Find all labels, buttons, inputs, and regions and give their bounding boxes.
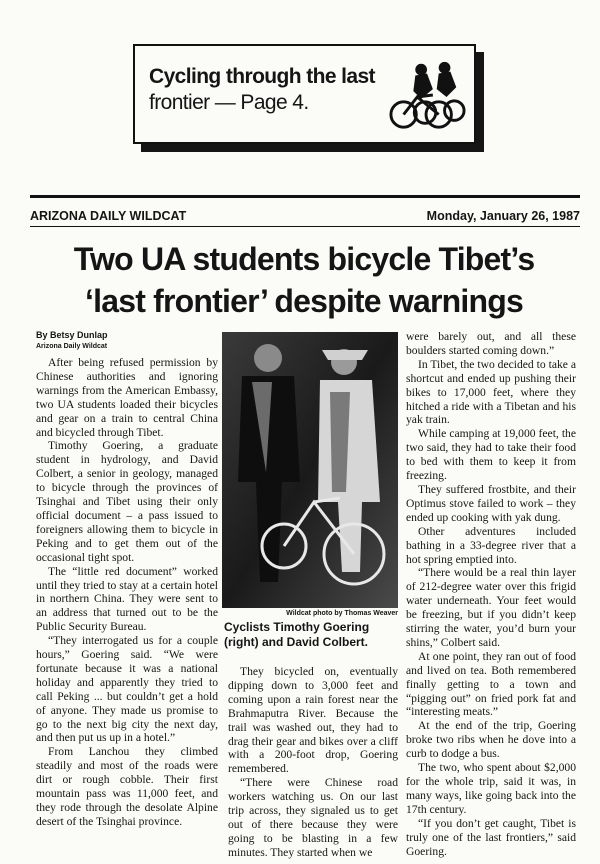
paragraph: Timothy Goering, a graduate student in hydrology, and David Colbert, a senior in geology, managed to bicycle through the provinces of Tsinghai and Tibet using their only official document – a pass issued to foreigners allowing them to bicycle in Peking and to get them out of the occasional tight spot. [36,439,218,564]
issue-date: Monday, January 26, 1987 [426,209,580,223]
byline [36,330,218,352]
paragraph: “There would be a real thin layer of 212-degree water over this frigid water underneath. Your feet would be freezing, but if you didn’t keep stirring the water, you’d burn your shins,” Colbert said. [406,566,576,649]
paragraph: They suffered frostbite, and their Optimus stove failed to work – they ended up cooking with yak dung. [406,482,576,524]
headline-line-2: ‘last frontier’ despite warnings [85,283,523,319]
masthead [30,195,580,227]
headline [28,238,580,322]
paragraph: From Lanchou they climbed steadily and most of the roads were dirt or rough cobble. Their first mountain pass was 11,000 feet, and they rode through the desolate Alpine desert of the Tsinghai province. [36,745,218,828]
article-column-3 [406,330,576,858]
article-column-2 [228,665,398,860]
paragraph: “There were Chinese road workers watching us. On our last trip across, they signaled us to get out of there because they were going to be blasting in a few minutes. They started when we [228,776,398,859]
article-column-1 [36,330,218,829]
headline-line-1: Two UA students bicycle Tibet’s [73,241,535,277]
paragraph: They bicycled on, eventually dipping down to 3,000 feet and coming upon a rain forest near the Brahmaputra River. Because the trail was washed out, they had to drag their gear and bikes over a cliff with a 200-foot drop, Goering remembered. [228,665,398,776]
cyclists-photo-icon [222,332,398,608]
photo-caption: Cyclists Timothy Goering (right) and David Colbert. [224,620,370,649]
cyclists-icon [388,56,466,134]
promo-line-2: frontier — Page 4. [149,91,309,114]
paragraph: At the end of the trip, Goering broke two ribs when he dove into a curb to dodge a bus. [406,719,576,761]
promo-line-1: Cycling through the last [149,65,375,88]
byline-org: Arizona Daily Wildcat [36,343,108,350]
paragraph: Other adventures included bathing in a 33-degree river that a hot spring emptied into. [406,524,576,566]
photo-credit: Wildcat photo by Thomas Weaver [286,610,398,617]
promo-text [149,64,399,116]
paragraph: “If you don’t get caught, Tibet is truly one of the last frontiers,” said Goering. [406,816,576,858]
paragraph: In Tibet, the two decided to take a shortcut and ended up pushing their bikes to 17,000 feet, where they hitched a ride with a Tibetan and his yak train. [406,357,576,427]
paragraph: While camping at 19,000 feet, the two said, they had to take their food to bed with them to keep it from freezing. [406,427,576,483]
paragraph: After being refused permission by Chinese authorities and ignoring warnings from the American Embassy, two UA students loaded their bicycles and gear on a train to central China and bicycled through Tibet. [36,356,218,439]
paragraph: The two, who spent about $2,000 for the whole trip, said it was, in many ways, like going back into the 17th century. [406,761,576,816]
paragraph: At one point, they ran out of food and lived on tea. Both remembered finally getting to a town and “pigging out” on fried pork fat and “interesting meats.” [406,649,576,719]
paper-name: ARIZONA DAILY WILDCAT [30,209,187,223]
promo-box[interactable] [133,44,476,144]
news-photo [222,332,398,608]
paragraph: “They interrogated us for a couple hours,” Goering said. “We were fortunate because it was a national holiday and apparently they tried to call Peking ... but couldn’t get a hold of anyone. They made us promise to go to the next big city the next day, and then put us up in a hotel.” [36,634,218,745]
paragraph: The “little red document” worked until they tried to stay at a certain hotel in northern China. They were sent to an address that turned out to be the Public Security Bureau. [36,564,218,634]
byline-author: By Betsy Dunlap [36,330,108,340]
paragraph: were barely out, and all these boulders started coming down.” [406,330,576,357]
